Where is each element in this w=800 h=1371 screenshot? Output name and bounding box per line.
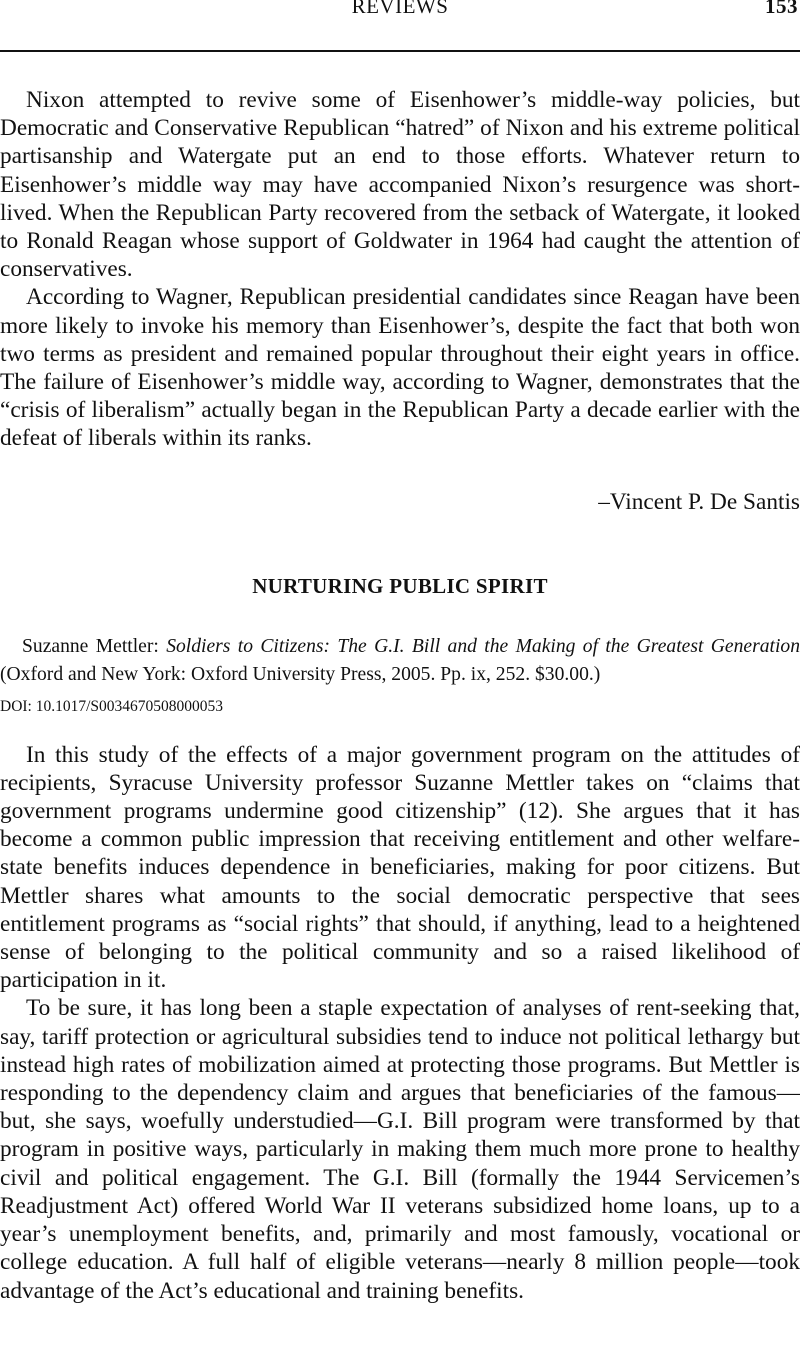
reviewer-signature: –Vincent P. De Santis — [598, 488, 800, 515]
book-publication: (Oxford and New York: Oxford University Press, 2005. Pp. ix, 252. $30.00.) — [0, 663, 601, 685]
paragraph: According to Wagner, Republican presidential candidates since Reagan have been more likely to invoke his memory than Eisenhower’s, despite the fact that both won two terms as president and remained popular throughout their eight years in office. The failure of Eisenhower’s middle way, according to Wagner, demonstrates that the “crisis of liberalism” actually began in the Republican Party a decade earlier with the defeat of liberals within its ranks. — [0, 284, 800, 452]
book-author: Suzanne Mettler: — [22, 635, 167, 657]
header-rule — [0, 50, 800, 52]
book-citation — [0, 633, 800, 689]
review-nurturing-public-spirit — [0, 574, 800, 1305]
paragraph: In this study of the effects of a major government program on the attitudes of recipients, Syracuse University professor Suzanne Mettler takes on “claims that government programs undermine good citizenship” (12). She argues that it has become a common public impression that receiving entitlement and other welfare-state benefits induces dependence in beneficiaries, making for poor citizens. But Mettler shares what amounts to the social democratic perspective that sees entitlement programs as “social rights” that should, if anything, lead to a heightened sense of belonging to the political community and so a raised likelihood of participation in it. — [0, 741, 800, 994]
running-head — [0, 0, 800, 24]
review-title: NURTURING PUBLIC SPIRIT — [252, 573, 548, 598]
review-text — [0, 741, 800, 1305]
previous-review-ending — [0, 86, 800, 516]
doi: DOI: 10.1017/S0034670508000053 — [0, 697, 224, 715]
page-body — [0, 86, 800, 1305]
running-title: REVIEWS — [351, 0, 449, 18]
book-title: Soldiers to Citizens: The G.I. Bill and the Making of the Greatest Generation — [166, 635, 800, 657]
page-number: 153 — [765, 0, 798, 18]
paragraph: To be sure, it has long been a staple expectation of analyses of rent-seeking that, say, tariff protection or agricultural subsidies tend to induce not political lethargy but instead high rates of mobilization aimed at protecting those programs. But Mettler is responding to the dependency claim and argues that beneficiaries of the famous—but, she says, woefully understudied—G.I. Bill program were transformed by that program in positive ways, particularly in making them much more prone to healthy civil and political engagement. The G.I. Bill (formally the 1944 Servicemen’s Readjustment Act) offered World War II veterans subsidized home loans, up to a year’s unemployment benefits, and, primarily and most famously, vocational or college education. A full half of eligible veterans—nearly 8 million people—took advantage of the Act’s educational and training benefits. — [0, 995, 800, 1304]
paragraph: Nixon attempted to revive some of Eisenhower’s middle-way policies, but Democratic and Conservative Republican “hatred” of Nixon and his extreme political partisanship and Watergate put an end to those efforts. Whatever return to Eisenhower’s middle way may have accompanied Nixon’s resurgence was short-lived. When the Republican Party recovered from the setback of Watergate, it looked to Ronald Reagan whose support of Goldwater in 1964 had caught the attention of conservatives. — [0, 87, 800, 283]
